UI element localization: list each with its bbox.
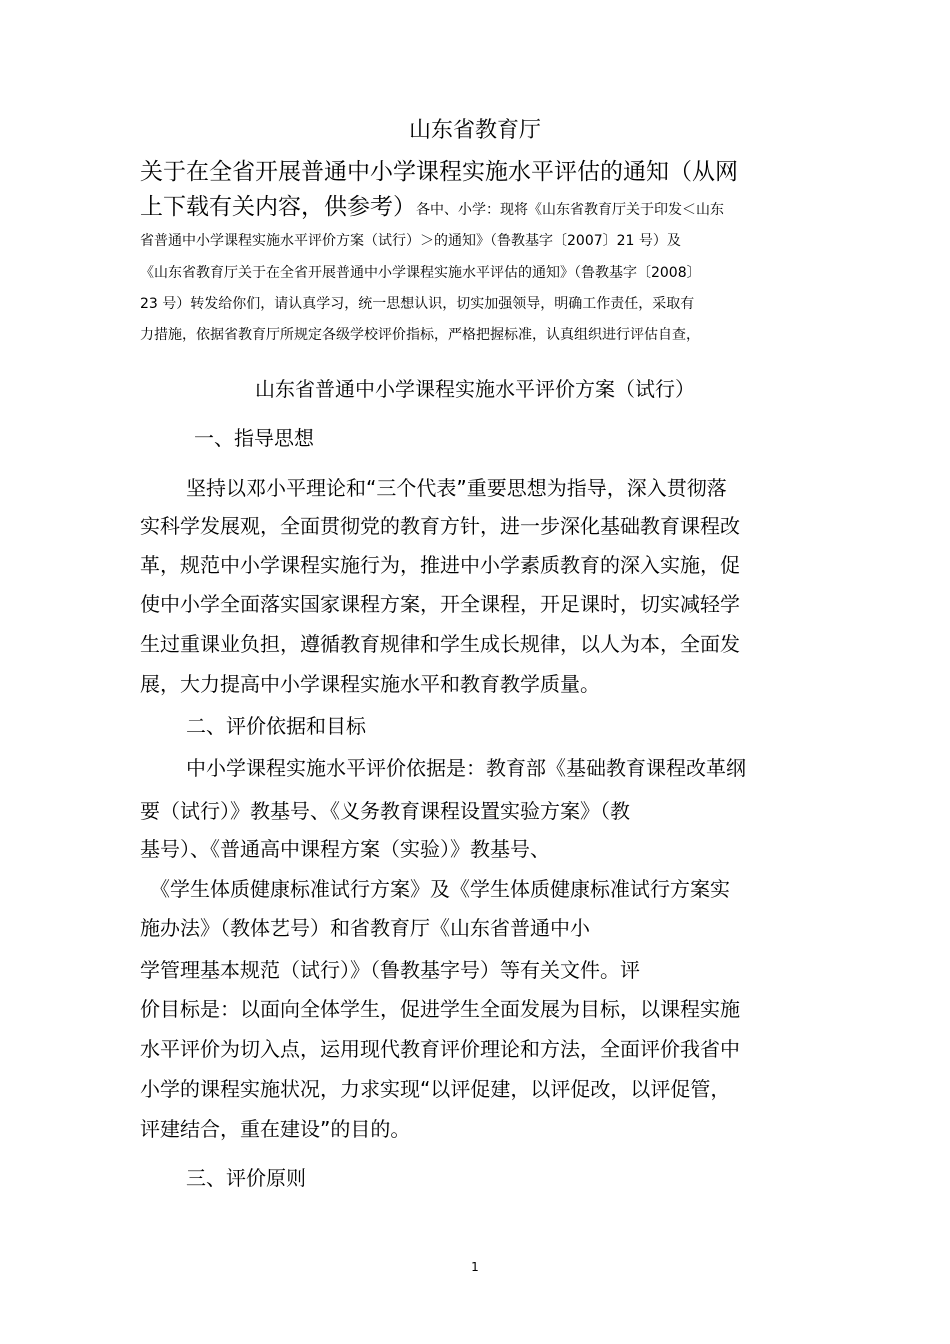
section-1-line-5: 生过重课业负担，遵循教育规律和学生成长规律，以人为本，全面发 <box>140 632 740 656</box>
section-2-line-5: 施办法》（教体艺号）和省教育厅《山东省普通中小 <box>140 916 590 940</box>
section-2-line-2: 要（试行）》教基号、《义务教育课程设置实验方案》（教 <box>140 799 630 823</box>
notice-title-line-1: 关于在全省开展普通中小学课程实施水平评估的通知（从网 <box>140 159 738 185</box>
section-2-line-6: 学管理基本规范（试行）》（鲁教基字号）等有关文件。评 <box>140 958 640 982</box>
intro-line-4: 力措施，依据省教育厅所规定各级学校评价指标，严格把握标准，认真组织进行评估自查， <box>140 327 700 343</box>
section-2-line-7: 价目标是：以面向全体学生，促进学生全面发展为目标，以课程实施 <box>140 997 740 1021</box>
section-2-line-4: 《学生体质健康标准试行方案》及《学生体质健康标准试行方案实 <box>150 877 730 901</box>
section-1-line-1: 坚持以邓小平理论和“三个代表”重要思想为指导，深入贯彻落 <box>186 476 727 500</box>
section-3-heading: 三、评价原则 <box>186 1166 306 1190</box>
notice-title-end: 上下载有关内容，供参考） <box>140 194 416 220</box>
notice-title-line-2 <box>140 188 724 221</box>
section-1-line-6: 展，大力提高中小学课程实施水平和教育教学质量。 <box>140 672 600 696</box>
section-2-line-9: 小学的课程实施状况，力求实现“以评促建，以评促改，以评促管， <box>140 1077 731 1101</box>
intro-inline-text: 各中、小学：现将《山东省教育厅关于印发＜山东 <box>416 202 724 218</box>
section-2-line-1: 中小学课程实施水平评价依据是：教育部《基础教育课程改革纲 <box>186 756 746 780</box>
section-2-heading: 二、评价依据和目标 <box>186 714 366 738</box>
section-2-line-3: 基号）、《普通高中课程方案（实验）》教基号、 <box>140 837 550 861</box>
section-1-line-2: 实科学发展观，全面贯彻党的教育方针，进一步深化基础教育课程改 <box>140 514 740 538</box>
intro-line-1: 省普通中小学课程实施水平评价方案（试行）＞的通知》（鲁教基字〔2007〕21 号）及 <box>140 233 681 249</box>
section-1-line-4: 使中小学全面落实国家课程方案，开全课程，开足课时，切实减轻学 <box>140 592 740 616</box>
intro-line-2: 《山东省教育厅关于在全省开展普通中小学课程实施水平评估的通知》（鲁教基字〔2008〕 <box>140 265 701 281</box>
section-1-heading: 一、指导思想 <box>194 426 314 450</box>
page-number: 1 <box>471 1260 479 1274</box>
intro-line-3: 23 号）转发给你们，请认真学习，统一思想认识，切实加强领导，明确工作责任，采取有 <box>140 296 695 312</box>
section-2-line-10: 评建结合，重在建设”的目的。 <box>140 1117 411 1141</box>
org-title: 山东省教育厅 <box>408 118 541 143</box>
section-2-line-8: 水平评价为切入点，运用现代教育评价理论和方法，全面评价我省中 <box>140 1037 740 1061</box>
plan-title: 山东省普通中小学课程实施水平评价方案（试行） <box>255 377 695 401</box>
section-1-line-3: 革，规范中小学课程实施行为，推进中小学素质教育的深入实施，促 <box>140 553 740 577</box>
